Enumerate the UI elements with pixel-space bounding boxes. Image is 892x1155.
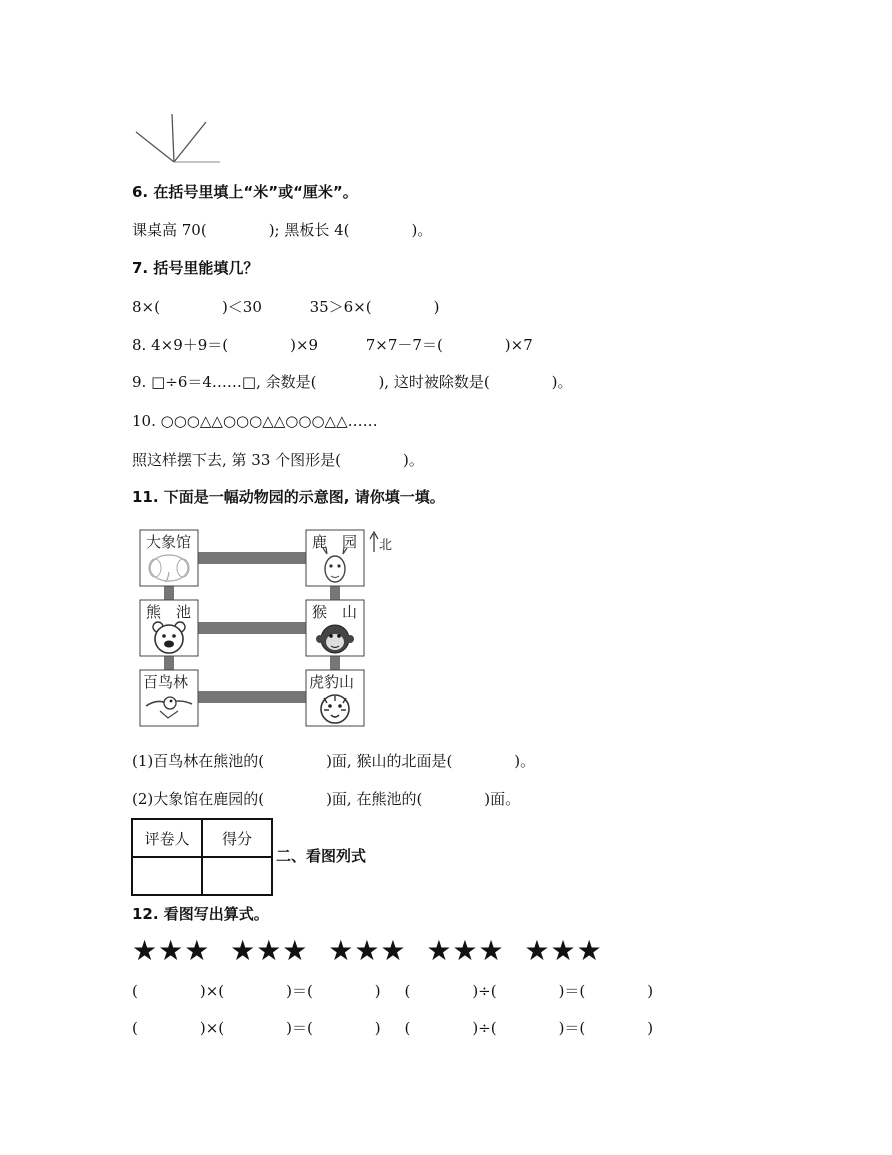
place-box-deer [306, 530, 364, 586]
question-7-line: 8×( )＜30 35＞6×( ) [132, 298, 440, 316]
place-box-bear [140, 600, 198, 656]
place-label-bear: 熊 池 [146, 603, 192, 621]
place-box-birds [140, 670, 198, 726]
question-10-pattern: 10. ○○○△△○○○△△○○○△△…… [132, 412, 378, 430]
question-10-line: 照这样摆下去, 第 33 个图形是( )。 [132, 451, 424, 469]
place-label-monkey: 猴 山 [312, 603, 358, 621]
question-8-line: 8. 4×9＋9＝( )×9 7×7－7＝( )×7 [132, 336, 533, 354]
question-12-row2: ( )×( )＝( ) ( )÷( )＝( ) [132, 1019, 654, 1037]
question-12-title: 12. 看图写出算式。 [132, 905, 269, 923]
grader-header: 评卷人 [132, 819, 202, 857]
score-header: 得分 [202, 819, 272, 857]
section-2-title: 二、看图列式 [276, 847, 367, 865]
question-9-line: 9. □÷6＝4……□, 余数是( ), 这时被除数是( )。 [132, 373, 573, 391]
star-groups: ★★★ ★★★ ★★★ ★★★ ★★★ [132, 934, 603, 967]
place-label-deer: 鹿 园 [312, 533, 358, 551]
grader-cell [132, 857, 202, 895]
place-label-tiger: 虎豹山 [309, 673, 355, 691]
place-label-birds: 百鸟林 [143, 673, 189, 691]
score-cell [202, 857, 272, 895]
question-11-sub1: (1)百鸟林在熊池的( )面, 猴山的北面是( )。 [132, 752, 536, 770]
question-7-title: 7. 括号里能填几？ [132, 259, 259, 277]
place-box-elephant [140, 530, 198, 586]
question-6-title: 6. 在括号里填上“米”或“厘米”。 [132, 183, 358, 201]
zoo-map [138, 528, 398, 730]
question-11-title: 11. 下面是一幅动物园的示意图, 请你填一填。 [132, 488, 445, 506]
angle-figure [130, 112, 230, 172]
place-label-elephant: 大象馆 [146, 533, 192, 551]
place-box-monkey [306, 600, 364, 656]
place-box-tiger [306, 670, 364, 726]
north-label: 北 [379, 538, 393, 553]
question-6-line: 课桌高 70( ); 黑板长 4( )。 [132, 221, 433, 239]
question-12-row1: ( )×( )＝( ) ( )÷( )＝( ) [132, 982, 654, 1000]
question-11-sub2: (2)大象馆在鹿园的( )面, 在熊池的( )面。 [132, 790, 521, 808]
score-table [131, 818, 273, 896]
